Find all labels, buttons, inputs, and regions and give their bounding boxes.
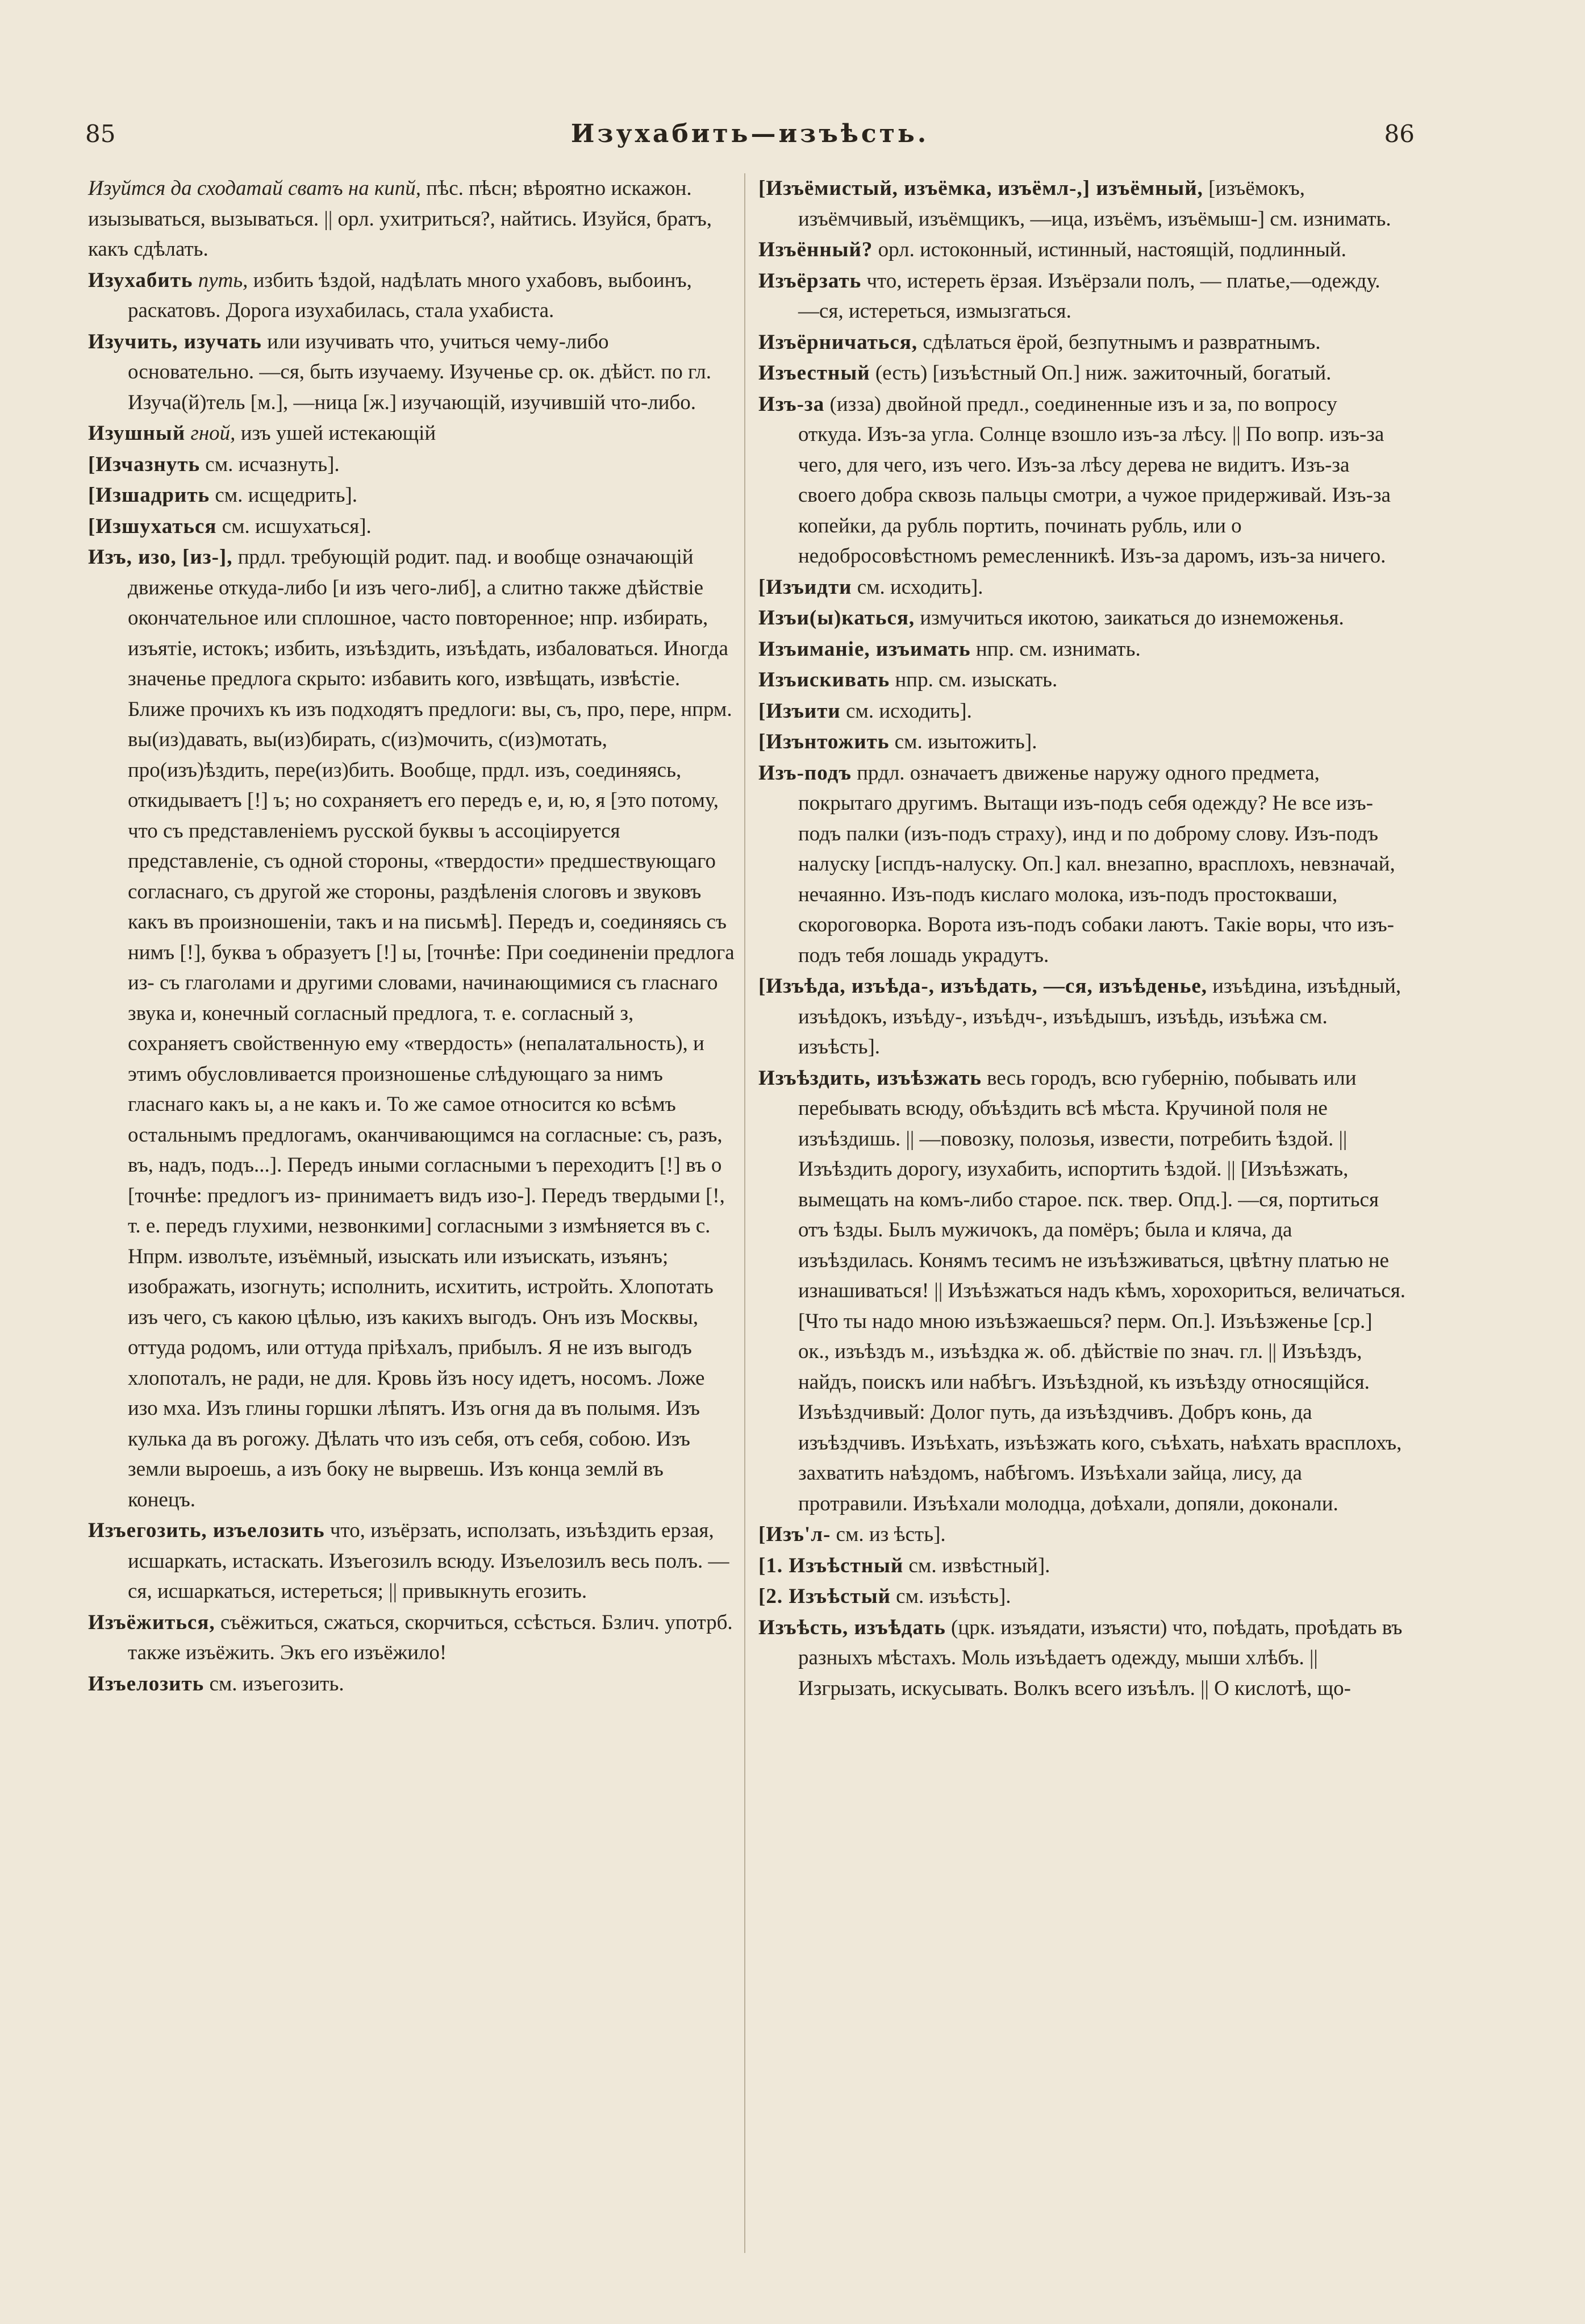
headword: Изъ-за xyxy=(758,392,825,416)
headword: [Изшадрить xyxy=(88,484,210,507)
headword: Изъённый? xyxy=(758,238,873,261)
definition: см. изъегозить. xyxy=(209,1672,344,1696)
headword: [Изънтожить xyxy=(758,730,890,753)
dictionary-entry xyxy=(88,511,736,542)
definition: нпр. см. изнимать. xyxy=(975,637,1141,661)
definition: см. исходить]. xyxy=(845,699,972,723)
headword: Изъелозить xyxy=(88,1672,205,1696)
definition: см. из ѣсть]. xyxy=(836,1523,946,1546)
headword: [Изъёмистый, изъёмка, изъёмл-,] изъёмный, xyxy=(758,177,1203,200)
definition: весь городъ, всю губернію, побывать или перебывать всюду, объѣздить всѣ мѣста. Кручиной поля не изъѣздишь. || —повозку, полозья, извести, потребить ѣздой. || Изъѣздить дорогу, изухабить, испортить ѣздой. || [Изъѣзжать, вымещать на комъ-либо старое. пск. твер. Опд.]. —ся, портиться отъ ѣзды. Былъ мужичокъ, да помёръ; была и кляча, да изъѣздилась. Конямъ тесимъ не изъѣзживаться, цвѣтну платью не изнашиваться! || Изъѣзжаться надъ кѣмъ, хорохориться, величаться. [Что ты надо мною изъѣзжаешься? перм. Оп.]. Изъѣзженье [ср.] ок., изъѣздъ м., изъѣздка ж. об. дѣйствіе по знач. гл. || Изъѣздъ, найдъ, поискъ или набѣгъ. Изъѣздной, къ изъѣзду относящійся. Изъѣздчивый: Долог путь, да изъѣздчивъ. Добръ конь, да изъѣздчивъ. Изъѣхать, изъѣзжать кого, съѣхать, наѣхать врасплохъ, захватить наѣздомъ, набѣгомъ. Изъѣхали зайца, лису, да протравили. Изъѣхали молодца, доѣхали, допяли, доконали. xyxy=(798,1066,1405,1515)
dictionary-entry xyxy=(758,1519,1406,1550)
right-column xyxy=(758,173,1406,1704)
definition: съёжиться, сжаться, скорчиться, ссѣсться. Бзлич. употрб. также изъёжить. Экъ его изъёжило! xyxy=(128,1610,733,1664)
headword: Изъиманіе, изъимать xyxy=(758,637,971,661)
definition: см. исщедрить]. xyxy=(215,484,358,507)
dictionary-entry xyxy=(758,727,1406,757)
dictionary-entry xyxy=(758,572,1406,603)
dictionary-entry xyxy=(758,1613,1406,1704)
headword: [Изчазнуть xyxy=(88,452,201,476)
dictionary-entry xyxy=(758,665,1406,695)
definition: пѣс. xyxy=(426,177,464,200)
definition: измучиться икотою, заикаться до изнеможенья. xyxy=(920,606,1344,630)
headword: Изъѣсть, изъѣдать xyxy=(758,1615,946,1639)
dictionary-entry xyxy=(758,603,1406,634)
dictionary-entry xyxy=(88,542,736,1515)
definition: см. исчазнуть]. xyxy=(205,452,340,476)
dictionary-entry xyxy=(758,235,1406,265)
headword: Изъискивать xyxy=(758,668,890,692)
definition: сдѣлаться ёрой, безпутнымъ и развратнымъ. xyxy=(923,330,1321,354)
example: Изуйтся да сходатай сватъ на кипй, xyxy=(88,177,422,200)
headword: Изучить, изучать xyxy=(88,330,262,353)
page-header xyxy=(85,114,1415,153)
definition: (црк. изъядати, изъясти) что, поѣдать, проѣдать въ разныхъ мѣстахъ. Моль изъѣдаетъ одежду, мыши хлѣбъ. || Изгрызать, искусывать. Волкъ всего изъѣлъ. || О кислотѣ, що- xyxy=(798,1615,1403,1700)
headword: Изъегозить, изъелозить xyxy=(88,1519,325,1542)
dictionary-entry xyxy=(758,389,1406,572)
example: путь, xyxy=(198,268,248,292)
definition: прдл. требующій родит. пад. и вообще означающій движенье откуда-либо [и изъ чего-либ], а слитно также дѣйствіе окончательное или сплошное, часто повторенное; нпр. избирать, изъятіе, истокъ; избить, изъѣздить, изъѣдать, избаловаться. Иногда значенье предлога скрыто: избавить кого, извѣщать, извѣстіе. Ближе прочихъ къ изъ подходятъ предлоги: вы, съ, про, пере, нпрм. вы(из)давать, вы(из)бирать, с(из)мочить, с(из)мотать, про(изъ)ѣздить, пере(из)бить. Вообще, прдл. изъ, соединяясь, откидываетъ [!] ъ; но сохраняетъ его передъ е, и, ю, я [это потому, что съ представленіемъ русской буквы ъ ассоціируется представленіе, съ одной стороны, «твердости» предшествующаго согласнаго, съ другой же стороны, раздѣленія слоговъ и звуковъ какъ въ произношеніи, такъ и на письмѣ]. Передъ и, соединяясь съ нимъ [!], буква ъ образуетъ [!] ы, [точнѣе: При соединеніи предлога из- съ глаголами и другими словами, начинающимися съ гласнаго звука и, конечный согласный предлога, т. е. согласный з, сохраняетъ свойственную ему «твердость» (непалатальность), и этимъ обусловливается произношенье слѣдующаго за нимъ гласнаго какъ ы, а не какъ и. То же самое относится ко всѣмъ остальнымъ предлогамъ, оканчивающимся на согласные: съ, разъ, въ, надъ, подъ...]. Передъ иными согласными ъ переходитъ [!] въ о [точнѣе: предлогъ из- принимаетъ видъ изо-]. Передъ твердыми [!, т. е. передъ глухими, незвонкими] согласными з измѣняется въ с. Нпрм. изволъте, изъёмный, изыскать или изъискать, изъянъ; изображать, изогнуть; исполнить, исхитить, истройть. Хлопотать изъ чего, съ какою цѣлью, изъ какихъ выгодъ. Онъ изъ Москвы, оттуда родомъ, или оттуда пріѣхалъ, прибылъ. Я не изъ выгодъ хлопоталъ, не ради, не для. Кровь йзъ носу идетъ, носомъ. Ложе изо мха. Изъ глины горшки лѣпятъ. Изъ огня да въ полымя. Изъ кулька да въ рогожу. Дѣлать что изъ себя, отъ себя, собою. Изъ земли выроешь, а изъ боку не вырвешь. Изъ конца землй въ конецъ. xyxy=(128,545,735,1511)
dictionary-entry xyxy=(88,1607,736,1668)
definition: изъ ушей истекающій xyxy=(240,422,436,445)
headword: [Изшухаться xyxy=(88,514,217,538)
left-column xyxy=(88,173,736,1700)
definition: изъѣдина, изъѣдный, изъѣдокъ, изъѣду-, изъѣдч-, изъѣдышъ, изъѣдь, изъѣжа см. изъѣсть]. xyxy=(798,974,1402,1059)
headword: Изушный xyxy=(88,422,186,445)
dictionary-entry xyxy=(758,1063,1406,1519)
dictionary-entry xyxy=(88,1515,736,1607)
running-title: Изухабить—изъѣсть. xyxy=(570,119,929,148)
definition: нпр. см. изыскать. xyxy=(895,668,1058,692)
dictionary-entry xyxy=(758,358,1406,389)
page-number-right: 86 xyxy=(1384,119,1415,148)
headword: Изъ-подъ xyxy=(758,761,852,785)
headword: [Изъидти xyxy=(758,575,852,599)
dictionary-entry xyxy=(758,971,1406,1063)
dictionary-entry xyxy=(758,1551,1406,1581)
dictionary-entry xyxy=(88,1669,736,1700)
headword: [Изъѣда, изъѣда-, изъѣдать, —ся, изъѣденье, xyxy=(758,974,1207,998)
headword: [Изъити xyxy=(758,699,841,723)
headword: Изухабить xyxy=(88,268,193,292)
definition-continuation: Дорога изухабилась, стала ухабиста. xyxy=(226,299,554,322)
dictionary-entry xyxy=(88,480,736,511)
dictionary-entry xyxy=(88,449,736,480)
definition: см. исшухаться]. xyxy=(222,514,372,538)
headword: Изъестный xyxy=(758,361,870,385)
definition: см. извѣстный]. xyxy=(908,1554,1050,1577)
definition: прдл. означаетъ движенье наружу одного предмета, покрытаго другимъ. Вытащи изъ-подъ себя одежду? Не все изъ-подъ палки (изъ-подъ страху), инд и по доброму слову. Изъ-подъ налуску [испдъ-налуску. Оп.] кал. внезапно, врасплохъ, невзначай, нечаянно. Изъ-подъ кислаго молока, изъ-подъ простокваши, скороговорка. Ворота изъ-подъ собаки лаютъ. Такіе воры, что изъ-подъ тебя лошадь украдутъ. xyxy=(798,761,1395,967)
dictionary-entry xyxy=(758,266,1406,327)
definition: см. изытожить]. xyxy=(894,730,1037,753)
example: гной, xyxy=(190,422,236,445)
dictionary-entry xyxy=(758,758,1406,971)
definition: что, изъёрзать, исползать, изъѣздить ерзая, исшаркать, истаскать. Изъегозилъ всюду. Изъелозилъ весь полъ. —ся, исшаркаться, истереться; || привыкнуть егозить. xyxy=(128,1519,729,1603)
dictionary-entry xyxy=(758,696,1406,727)
headword: Изъ, изо, [из-], xyxy=(88,545,233,569)
headword: [Изъ'л- xyxy=(758,1523,831,1546)
definition: [изъёмокъ, изъёмчивый, изъёмщикъ, —ица, изъёмъ, изъёмыш-] см. изнимать. xyxy=(798,177,1391,231)
headword: Изъёрничаться, xyxy=(758,330,918,354)
dictionary-entry xyxy=(88,327,736,418)
page-number-left: 85 xyxy=(85,119,116,148)
definition: (есть) [изъѣстный Оп.] ниж. зажиточный, богатый. xyxy=(875,361,1332,385)
definition: или изучивать что, учиться чему-либо основательно. —ся, быть изучаему. Изученье ср. ок. дѣйст. по гл. Изуча(й)тель [м.], —ница [ж.] изучающій, изучившій что-либо. xyxy=(128,330,711,414)
headword: Изъи(ы)каться, xyxy=(758,606,915,630)
dictionary-entry xyxy=(758,1581,1406,1612)
headword: Изъѣздить, изъѣзжать xyxy=(758,1066,982,1090)
definition: см. исходить]. xyxy=(857,575,983,599)
dictionary-entry xyxy=(88,265,736,326)
definition: избить ѣздой, надѣлать много ухабовъ, выбоинъ, раскатовъ. xyxy=(128,268,692,322)
dictionary-entry xyxy=(758,173,1406,234)
definition-continuation: пѣсн; вѣроятно искажон. изызываться, вызываться. || орл. ухитриться?, найтись. Изуйся, братъ, какъ сдѣлать. xyxy=(88,177,712,261)
dictionary-entry xyxy=(758,327,1406,358)
headword: [2. Изъѣстый xyxy=(758,1585,891,1608)
definition: орл. истоконный, истинный, настоящій, подлинный. xyxy=(878,238,1346,261)
definition: см. изъѣсть]. xyxy=(896,1585,1011,1608)
definition: что, истереть ёрзая. Изъёрзали полъ, — платье,—одежду. —ся, истереться, измызгаться. xyxy=(798,269,1380,323)
dictionary-entry xyxy=(758,634,1406,665)
column-divider xyxy=(744,173,745,2253)
definition: (изза) двойной предл., соединенные изъ и за, по вопросу откуда. Изъ-за угла. Солнце взошло изъ-за лѣсу. || По вопр. изъ-за чего, для чего, изъ чего. Изъ-за лѣсу дерева не видитъ. Изъ-за своего добра сквозь пальцы смотри, а чужое придерживай. Изъ-за копейки, да рубль портить, починать рубль, или о недобросовѣстномъ ремесленникѣ. Изъ-за даромъ, изъ-за ничего. xyxy=(798,392,1391,568)
dictionary-entry xyxy=(88,173,736,265)
headword: [1. Изъѣстный xyxy=(758,1554,904,1577)
headword: Изъёрзать xyxy=(758,269,862,293)
headword: Изъёжиться, xyxy=(88,1610,215,1634)
dictionary-entry xyxy=(88,418,736,449)
